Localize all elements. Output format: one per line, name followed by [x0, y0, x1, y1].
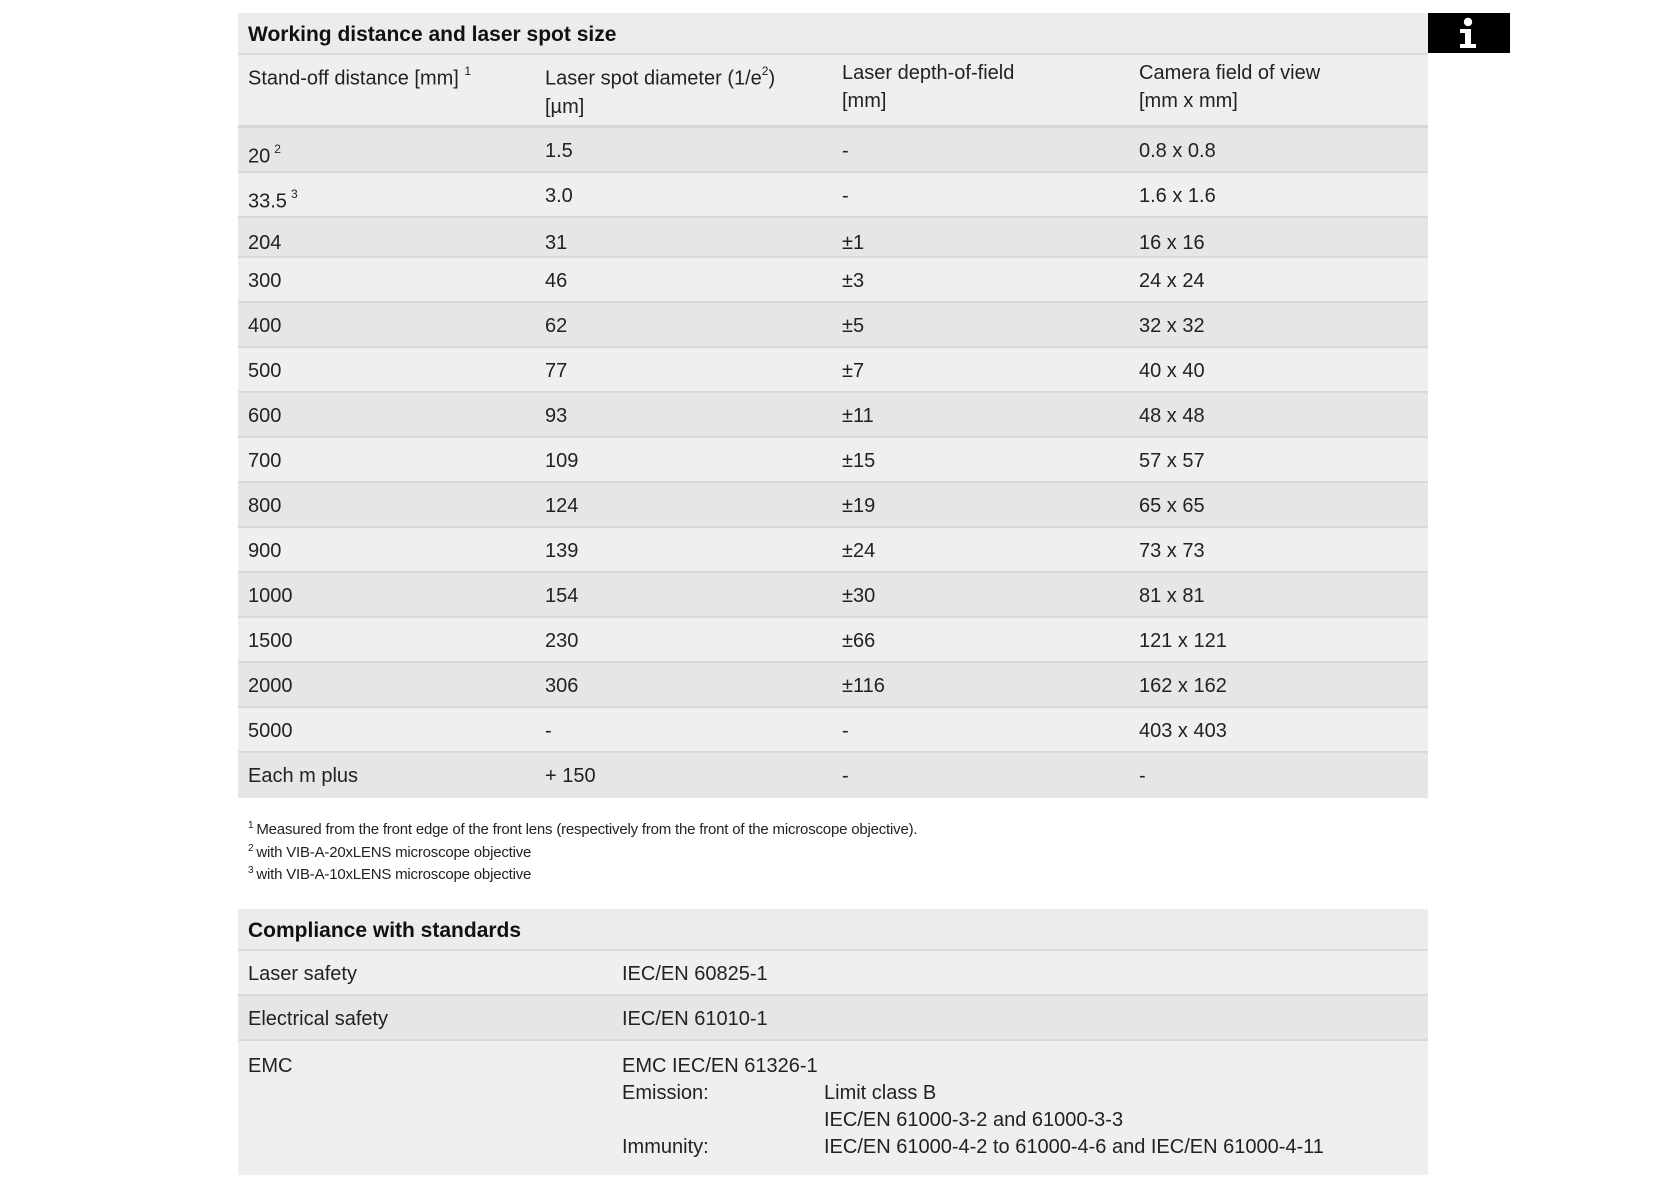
- compliance-title: Compliance with standards: [238, 909, 1428, 951]
- table-row: 1500 230 ±66 121 x 121: [238, 618, 1428, 663]
- table-row: 400 62 ±5 32 x 32: [238, 303, 1428, 348]
- working-distance-table: [238, 13, 1428, 798]
- footnote: $^3$ with VIB-A-10xLENS microscope objective: [248, 865, 532, 883]
- table-row: Each m plus + 150 - -: [238, 753, 1428, 798]
- table-row: 204 31 ±1 16 x 16: [238, 218, 1428, 258]
- info-icon: [1457, 17, 1479, 49]
- footnote: $^1$ Measured from the front edge of the front lens (respectively from the front of the microscope objective).: [248, 820, 918, 838]
- table-row: 33.5 $^3$ 3.0 - 1.6 x 1.6: [238, 173, 1428, 218]
- header-depth-of-field: Laser depth-of-field [mm]: [842, 62, 1015, 112]
- working-distance-title: Working distance and laser spot size: [238, 13, 1428, 55]
- table-row: 700 109 ±15 57 x 57: [238, 438, 1428, 483]
- table-row: Laser safety IEC/EN 60825-1: [238, 951, 1428, 996]
- table-row: Electrical safety IEC/EN 61010-1: [238, 996, 1428, 1041]
- header-field-of-view: Camera field of view [mm x mm]: [1139, 62, 1321, 112]
- table-row: 5000 - - 403 x 403: [238, 708, 1428, 753]
- table-row: 1000 154 ±30 81 x 81: [238, 573, 1428, 618]
- table-row: 600 93 ±11 48 x 48: [238, 393, 1428, 438]
- table-row: 20 $^2$ 1.5 - 0.8 x 0.8: [238, 128, 1428, 173]
- footnote: $^2$ with VIB-A-20xLENS microscope objective: [248, 842, 532, 861]
- table-row: 300 46 ±3 24 x 24: [238, 258, 1428, 303]
- footnotes: [248, 817, 917, 885]
- emc-row: EMC EMC IEC/EN 61326-1 Emission: Limit class B IEC/EN 61000-3-2 and 61000-3-3 Immunity: IEC/EN 61000-4-2 to 61000-4-6 and IEC/EN 61000-4-11: [238, 1041, 1428, 1175]
- info-badge: [1426, 13, 1510, 53]
- table-header-row: [238, 55, 1428, 128]
- header-spot-diameter: Laser spot diameter $(1/e^2)$ [µm]: [545, 64, 776, 118]
- table-row: 800 124 ±19 65 x 65: [238, 483, 1428, 528]
- emc-details: EMC IEC/EN 61326-1 Emission: Limit class B IEC/EN 61000-3-2 and 61000-3-3 Immunity: IEC/EN 61000-4-2 to 61000-4-6 and IEC/EN 61000-4-11: [622, 1055, 1324, 1158]
- compliance-table: [238, 909, 1428, 1175]
- header-standoff: Stand-off distance [mm] $^1$: [248, 64, 472, 90]
- table-row: 2000 306 ±116 162 x 162: [238, 663, 1428, 708]
- table-row: 500 77 ±7 40 x 40: [238, 348, 1428, 393]
- table-row: 900 139 ±24 73 x 73: [238, 528, 1428, 573]
